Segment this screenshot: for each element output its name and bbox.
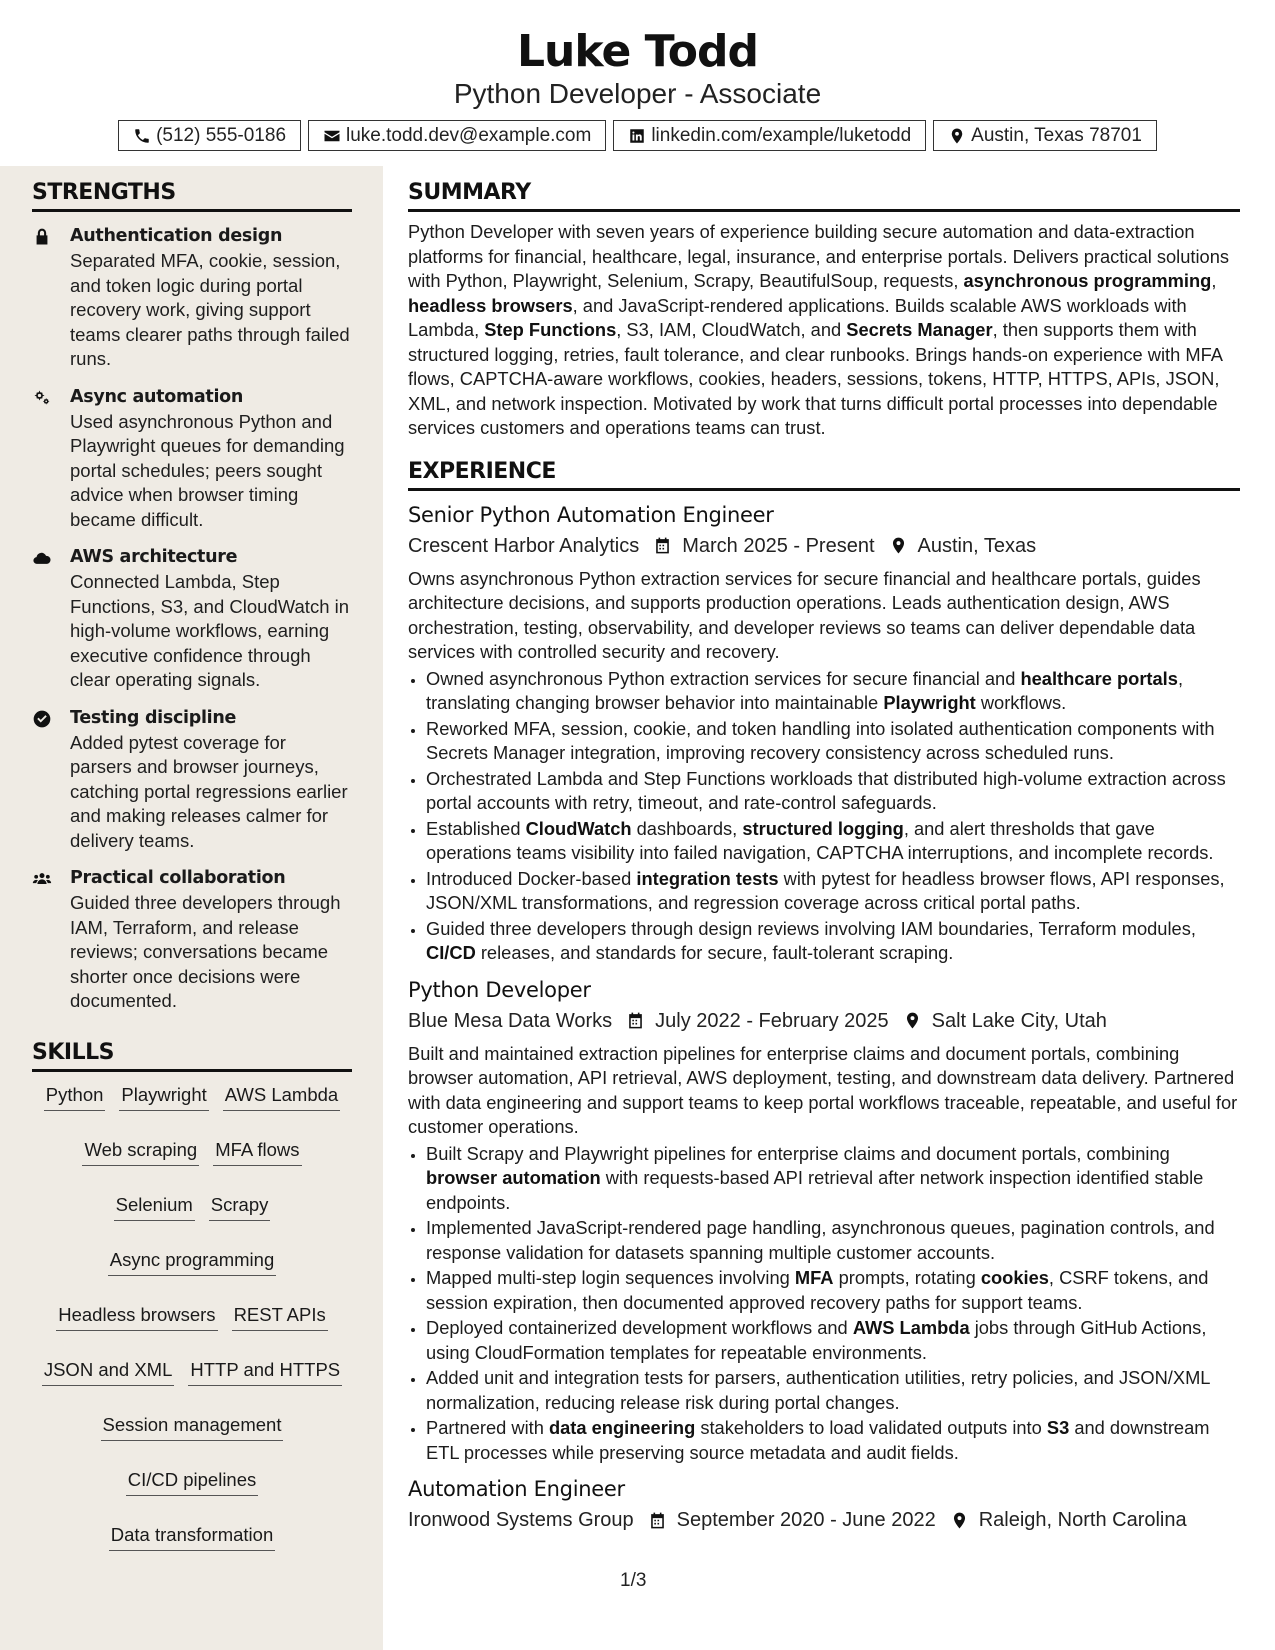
contact-location[interactable]	[933, 120, 1157, 151]
job-entry	[408, 1475, 1240, 1535]
job-dates: March 2025 - Present	[682, 534, 875, 557]
skills-list	[32, 1082, 352, 1551]
strength-title: Practical collaboration	[70, 868, 286, 888]
skill-tag: CI/CD pipelines	[126, 1467, 259, 1496]
candidate-role: Python Developer - Associate	[453, 78, 822, 109]
resume-header	[0, 0, 1275, 151]
strength-item	[32, 385, 352, 533]
list-item: • Owned asynchronous Python extraction services for secure financial and healthcare portals, translating changing browser behavior into maintainable Playwright workflows.	[426, 667, 1240, 716]
contact-email[interactable]	[308, 120, 606, 151]
list-item: • Reworked MFA, session, cookie, and token handling into isolated authentication components with Secrets Manager integration, improving recovery consistency across scheduled runs.	[426, 717, 1240, 766]
users-icon	[32, 869, 52, 889]
job-bullets	[408, 667, 1240, 966]
job-description: Built and maintained extraction pipelines for enterprise claims and document portals, combining browser automation, API retrieval, AWS deployment, testing, and downstream data delivery. Partnered with data engineering and support teams to keep portal workflows traceable, repeatable, and useful for customer operations.	[408, 1042, 1238, 1137]
contact-bar	[0, 120, 1275, 151]
list-item: • Established CloudWatch dashboards, structured logging, and alert thresholds that gave operations teams visibility into failed navigation, CAPTCHA interruptions, and incomplete records.	[426, 817, 1240, 866]
list-item: • Introduced Docker-based integration tests with pytest for headless browser flows, API responses, JSON/XML transformations, and regression coverage across critical portal paths.	[426, 867, 1240, 916]
contact-phone[interactable]	[118, 120, 301, 151]
strength-item	[32, 706, 352, 854]
job-meta	[408, 1505, 1240, 1535]
strength-description: Added pytest coverage for parsers and browser journeys, catching portal regressions earlier and making releases calmer for delivery teams.	[70, 731, 348, 851]
skill-tag: Selenium	[114, 1192, 195, 1221]
job-location: Raleigh, North Carolina	[978, 1509, 1187, 1531]
strengths-heading: STRENGTHS	[32, 180, 352, 212]
strength-item	[32, 866, 352, 1014]
strength-description: Used asynchronous Python and Playwright queues for demanding portal schedules; peers sought advice when browser timing became difficult.	[70, 410, 345, 530]
job-dates: July 2022 - February 2025	[655, 1009, 889, 1032]
list-item: • Mapped multi-step login sequences involving MFA prompts, rotating cookies, CSRF tokens, and session expiration, then documented approved recovery paths for support teams.	[426, 1266, 1240, 1315]
skill-tag: HTTP and HTTPS	[188, 1357, 342, 1386]
map-pin-icon	[948, 127, 966, 145]
experience-list	[408, 501, 1240, 1536]
job-company: Crescent Harbor Analytics	[408, 534, 640, 557]
candidate-name: Luke Todd	[517, 26, 758, 77]
envelope-icon	[323, 127, 341, 145]
skill-tag: Python	[44, 1082, 106, 1111]
job-location: Austin, Texas	[917, 534, 1037, 557]
skill-tag: Session management	[101, 1412, 284, 1441]
strength-item	[32, 224, 352, 372]
list-item: • Orchestrated Lambda and Step Functions workloads that distributed high-volume extraction across portal accounts with retry, timeout, and rate-control safeguards.	[426, 767, 1240, 816]
strength-item	[32, 545, 352, 693]
job-entry	[408, 976, 1240, 1466]
strength-description: Separated MFA, cookie, session, and token logic during portal recovery work, giving support teams clearer paths through failed runs.	[70, 250, 350, 369]
sidebar	[32, 180, 352, 1551]
calendar-icon	[626, 1011, 645, 1030]
job-title: Python Developer	[408, 977, 591, 1002]
job-company: Blue Mesa Data Works	[408, 1009, 613, 1032]
strength-description: Guided three developers through IAM, Terraform, and release reviews; conversations became shorter once decisions were documented.	[70, 892, 341, 1011]
map-pin-icon	[950, 1511, 969, 1530]
list-item: • Added unit and integration tests for parsers, authentication utilities, retry policies, and JSON/XML normalization, reducing release risk during portal changes.	[426, 1366, 1240, 1415]
linkedin-icon	[628, 127, 646, 145]
phone-icon	[133, 127, 151, 145]
map-pin-icon	[903, 1011, 922, 1030]
skill-tag: JSON and XML	[42, 1357, 175, 1386]
job-entry	[408, 501, 1240, 966]
experience-heading: EXPERIENCE	[408, 459, 1240, 491]
lock-icon	[32, 227, 52, 247]
strength-title: Testing discipline	[70, 707, 237, 728]
calendar-icon	[653, 536, 672, 555]
list-item: • Partnered with data engineering stakeholders to load validated outputs into S3 and downstream ETL processes while preserving source metadata and audit fields.	[426, 1416, 1240, 1465]
gears-icon	[32, 388, 52, 408]
skill-tag: AWS Lambda	[223, 1082, 340, 1111]
skill-tag: Data transformation	[109, 1522, 275, 1551]
strengths-list	[32, 224, 352, 1014]
skills-heading: SKILLS	[32, 1040, 352, 1072]
linkedin-text: linkedin.com/example/luketodd	[651, 124, 912, 146]
strength-description: Connected Lambda, Step Functions, S3, and CloudWatch in high-volume workflows, earning executive confidence through clear operating signals.	[70, 571, 350, 690]
contact-linkedin[interactable]	[613, 120, 926, 151]
map-pin-icon	[889, 536, 908, 555]
skill-tag: Async programming	[108, 1247, 277, 1276]
email-text: luke.todd.dev@example.com	[346, 124, 592, 146]
page-number: 1/3	[620, 1570, 647, 1591]
job-meta	[408, 531, 1240, 561]
job-bullets	[408, 1142, 1240, 1466]
job-title: Automation Engineer	[408, 1477, 625, 1501]
calendar-icon	[648, 1511, 667, 1530]
list-item: • Built Scrapy and Playwright pipelines for enterprise claims and document portals, combining browser automation with requests-based API retrieval after network inspection identified stable endpoints.	[426, 1142, 1240, 1216]
skill-tag: REST APIs	[232, 1302, 328, 1331]
skill-tag: Web scraping	[82, 1137, 199, 1166]
location-text: Austin, Texas 78701	[971, 124, 1142, 146]
skill-tag: Scrapy	[209, 1192, 271, 1221]
skill-tag: Headless browsers	[56, 1302, 217, 1331]
job-location: Salt Lake City, Utah	[931, 1009, 1107, 1032]
phone-text: (512) 555-0186	[156, 124, 287, 146]
cloud-icon	[32, 548, 52, 568]
job-company: Ironwood Systems Group	[408, 1509, 634, 1531]
list-item: • Guided three developers through design reviews involving IAM boundaries, Terraform modules, CI/CD releases, and standards for secure, fault-tolerant scraping.	[426, 917, 1240, 966]
list-item: • Implemented JavaScript-rendered page handling, asynchronous queues, pagination controls, and response validation for datasets spanning multiple customer accounts.	[426, 1216, 1240, 1265]
strength-title: Authentication design	[70, 226, 283, 246]
summary-heading: SUMMARY	[408, 180, 1240, 212]
main-content	[408, 180, 1240, 1535]
skill-tag: Playwright	[119, 1082, 208, 1111]
list-item: • Deployed containerized development workflows and AWS Lambda jobs through GitHub Actions, using CloudFormation templates for repeatable environments.	[426, 1316, 1240, 1365]
skill-tag: MFA flows	[213, 1137, 301, 1166]
job-description: Owns asynchronous Python extraction services for secure financial and healthcare portals, guides architecture decisions, and supports production operations. Leads authentication design, AWS orchestration, testing, observability, and developer reviews so teams can deliver dependable data services with controlled security and recovery.	[408, 567, 1201, 662]
summary-text: Python Developer with seven years of experience building secure automation and data-extraction platforms for financial, healthcare, legal, insurance, and enterprise portals. Delivers practical solutions with Python, Playwright, Selenium, Scrapy, BeautifulSoup, requests, asynchronous programming, headless browsers, and JavaScript-rendered applications. Builds scalable AWS workloads with Lambda, Step Functions, S3, IAM, CloudWatch, and Secrets Manager, then supports them with structured logging, retries, fault tolerance, and clear runbooks. Brings hands-on experience with MFA flows, CAPTCHA-aware workflows, cookies, headers, sessions, tokens, HTTP, HTTPS, APIs, JSON, XML, and network inspection. Motivated by work that turns difficult portal processes into dependable services customers and operations teams can trust.	[408, 221, 1230, 438]
job-meta	[408, 1006, 1240, 1036]
strength-title: Async automation	[70, 386, 244, 407]
job-dates: September 2020 - June 2022	[676, 1509, 936, 1531]
check-circle-icon	[32, 709, 52, 729]
job-title: Senior Python Automation Engineer	[408, 502, 774, 527]
strength-title: AWS architecture	[70, 547, 238, 567]
